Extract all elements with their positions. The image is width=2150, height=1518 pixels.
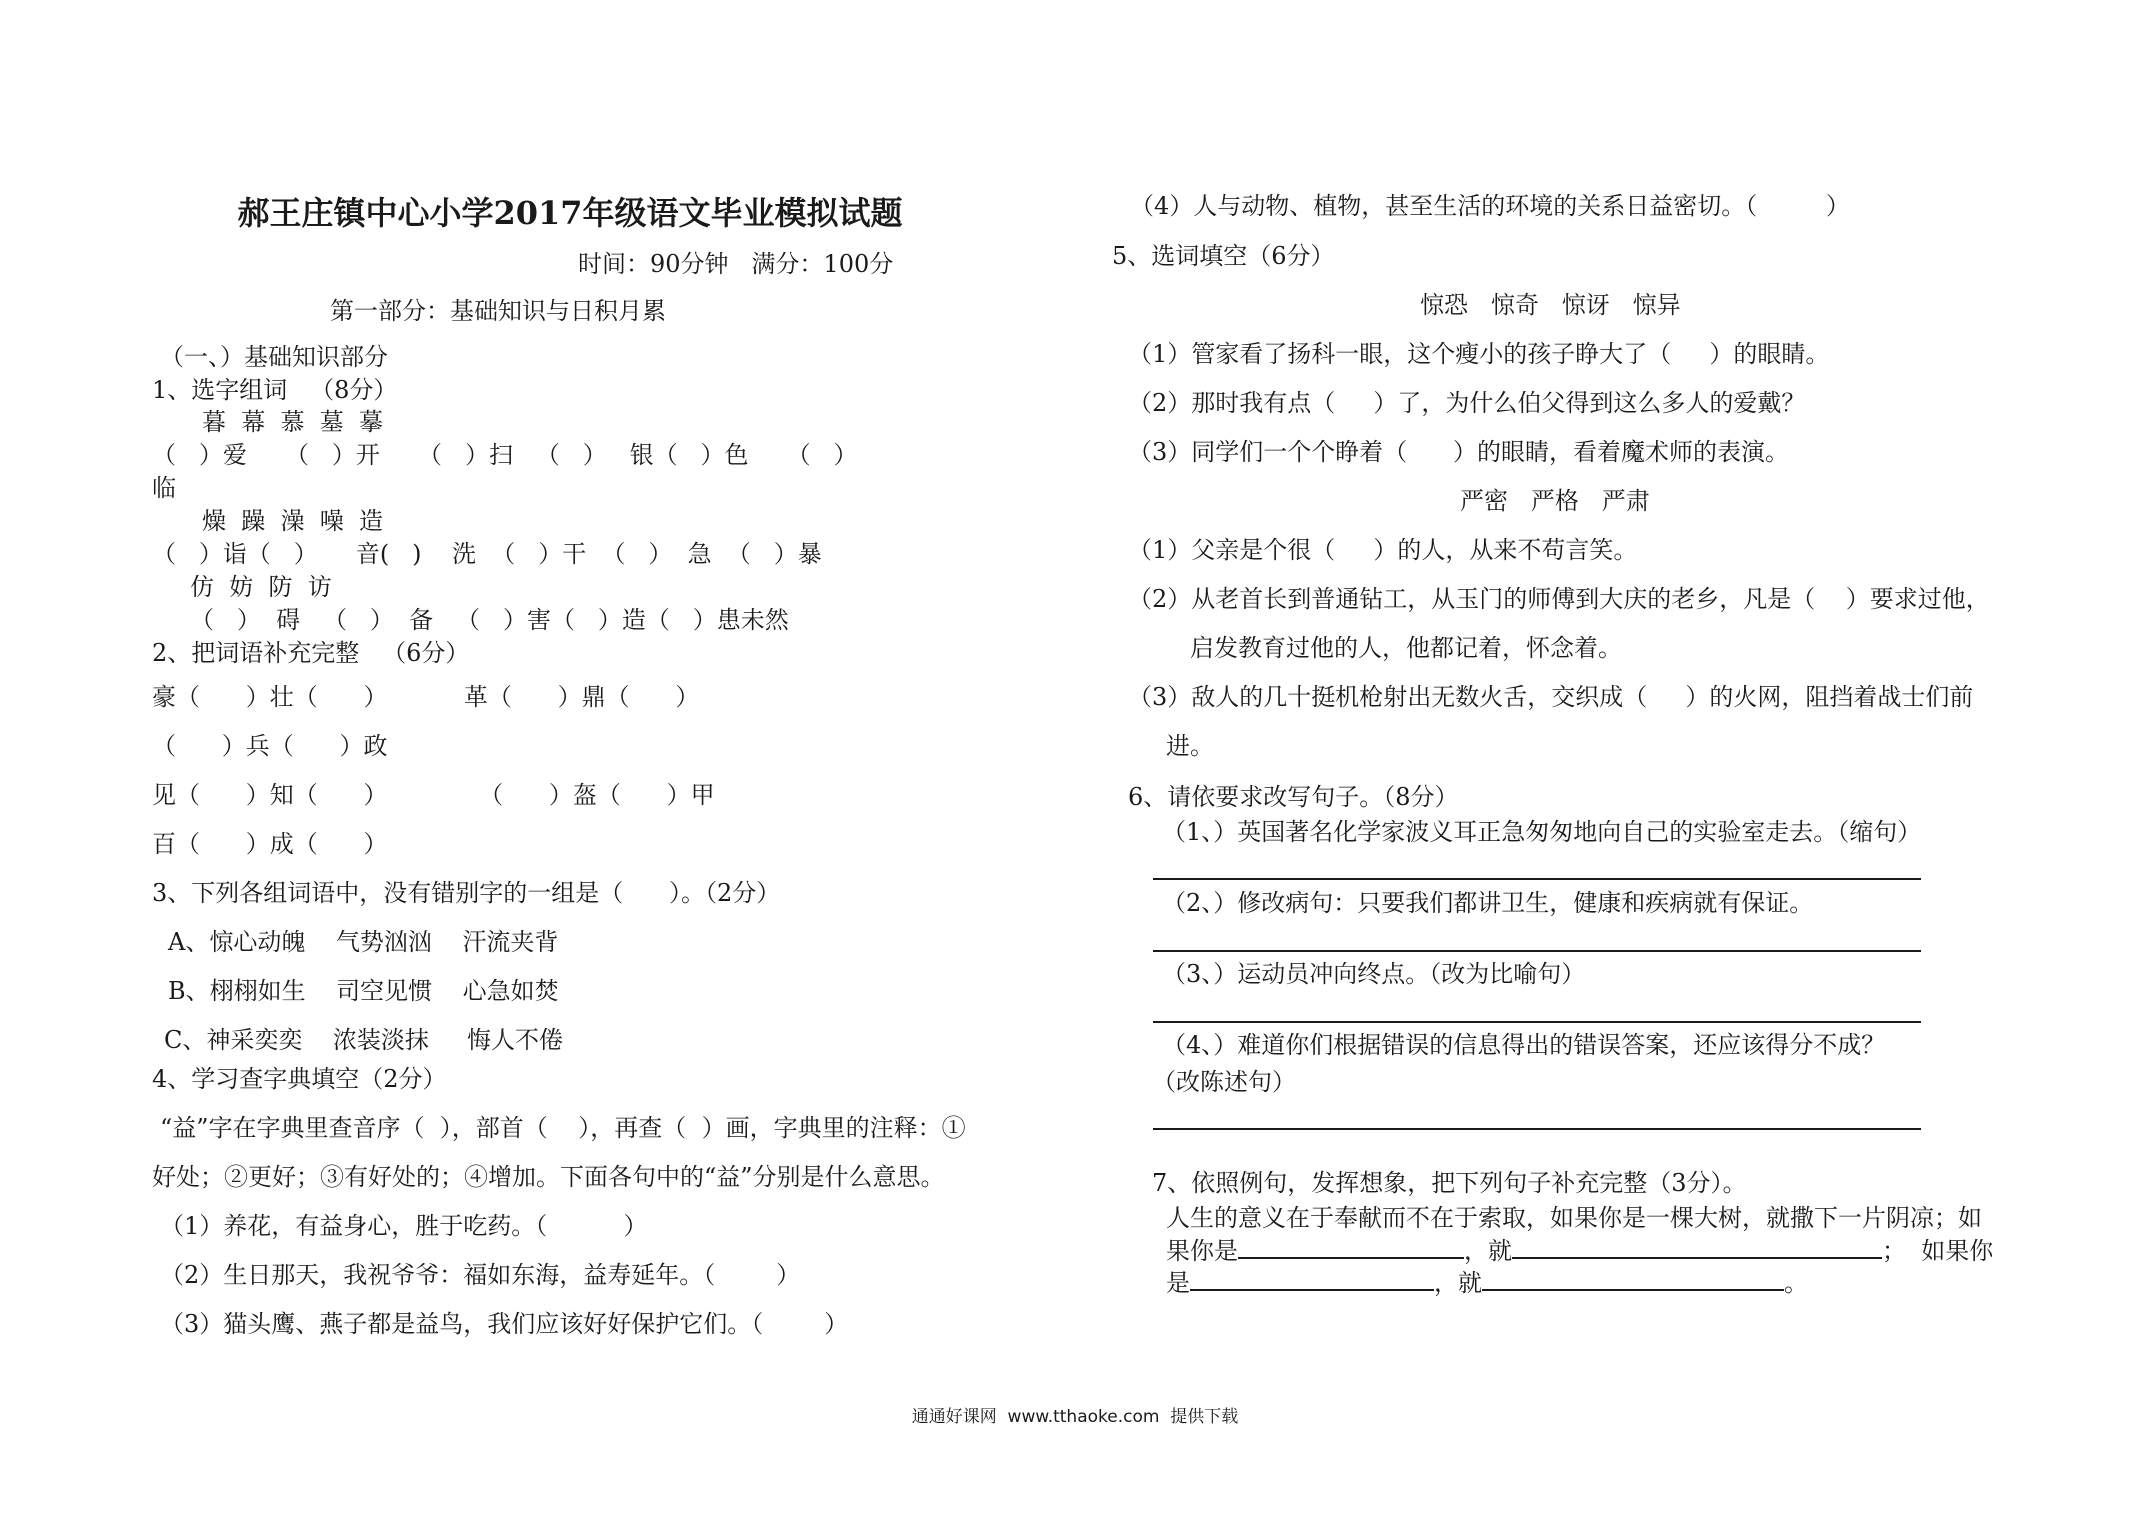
part-one-heading: 第一部分：基础知识与日积月累 xyxy=(330,297,666,325)
q4-line-1: “益”字在字典里查音序（ ），部首（ ），再查（ ）画，字典里的注释：① xyxy=(160,1114,966,1142)
q5-sentence-5: （2）从老首长到普通钻工，从玉门的师傅到大庆的老乡，凡是（ ）要求过他， xyxy=(1128,585,1990,613)
q7-line-2-lead: 果你是 xyxy=(1166,1237,1238,1265)
q7-line-3-lead: 是 xyxy=(1166,1269,1190,1297)
q7-blank-3[interactable] xyxy=(1190,1267,1434,1291)
q4-sentence-3: （3）猫头鹰、燕子都是益鸟，我们应该好好保护它们。（ ） xyxy=(160,1310,849,1338)
q6-heading: 6、请依要求改写句子。（8分） xyxy=(1128,783,1459,811)
q1-row-1: （ ）爱 （ ）开 （ ）扫 （ ） 银（ ）色 （ ） xyxy=(152,441,858,469)
q1-row-1-wrap: 临 xyxy=(152,474,176,502)
q1-chars-2: 燥 躁 澡 噪 造 xyxy=(202,507,384,535)
q5-words-1: 惊恐 惊奇 惊讶 惊异 xyxy=(1420,291,1681,319)
q7-line-3-tail: 。 xyxy=(1784,1269,1808,1297)
q3-option-a: A、惊心动魄 气势汹汹 汗流夹背 xyxy=(168,928,559,956)
q5-sentence-3: （3）同学们一个个睁着（ ）的眼睛，看着魔术师的表演。 xyxy=(1128,438,1790,466)
q6-sentence-3: （3、）运动员冲向终点。（改为比喻句） xyxy=(1162,960,1586,988)
time-info: 时间：90分钟 满分：100分 xyxy=(578,250,894,278)
q5-sentence-1: （1）管家看了扬科一眼，这个瘦小的孩子睁大了（ ）的眼睛。 xyxy=(1128,340,1830,368)
q7-example: 人生的意义在于奉献而不在于索取，如果你是一棵大树，就撒下一片阴凉；如 xyxy=(1166,1204,1982,1232)
q2-row-4: 百（ ）成（ ） xyxy=(152,830,388,858)
q4-sentence-4: （4）人与动物、植物，甚至生活的环境的关系日益密切。（ ） xyxy=(1130,192,1850,220)
q2-heading: 2、把词语补充完整 （6分） xyxy=(152,639,470,667)
q6-answer-line-1[interactable] xyxy=(1153,878,1921,880)
q7-line-3-mid: ，就 xyxy=(1434,1269,1482,1297)
q4-line-2: 好处；②更好；③有好处的；④增加。下面各句中的“益”分别是什么意思。 xyxy=(152,1163,945,1191)
q5-sentence-5-cont: 启发教育过他的人，他都记着，怀念着。 xyxy=(1190,634,1622,662)
q2-row-1: 豪（ ）壮（ ） 革（ ）鼎（ ） xyxy=(152,683,700,711)
q3-option-b: B、栩栩如生 司空见惯 心急如焚 xyxy=(168,977,559,1005)
q4-sentence-1: （1）养花，有益身心，胜于吃药。（ ） xyxy=(160,1212,648,1240)
q5-heading: 5、选词填空（6分） xyxy=(1112,242,1335,270)
q7-blank-1[interactable] xyxy=(1238,1235,1464,1259)
q1-chars-3: 仿 妨 防 访 xyxy=(190,573,332,601)
q7-line-3 xyxy=(1166,1267,1808,1298)
q1-row-3: （ ） 碍 （ ） 备 （ ）害（ ）造（ ）患未然 xyxy=(190,606,789,634)
q6-sentence-2: （2、）修改病句：只要我们都讲卫生，健康和疾病就有保证。 xyxy=(1162,889,1814,917)
q5-words-2: 严密 严格 严肃 xyxy=(1460,487,1650,515)
q4-heading: 4、学习查字典填空（2分） xyxy=(152,1065,447,1093)
q7-blank-4[interactable] xyxy=(1482,1267,1784,1291)
q3-heading: 3、下列各组词语中，没有错别字的一组是（ ）。（2分） xyxy=(152,879,781,907)
q6-answer-line-4[interactable] xyxy=(1153,1128,1921,1130)
q1-row-2: （ ）诣（ ） 音( ) 洗 （ ）干 （ ） 急 （ ）暴 xyxy=(152,540,822,568)
q5-sentence-6-cont: 进。 xyxy=(1166,732,1214,760)
q6-answer-line-2[interactable] xyxy=(1153,950,1921,952)
section-basic-heading: （一、）基础知识部分 xyxy=(160,343,388,371)
q1-heading: 1、选字组词 （8分） xyxy=(152,376,398,404)
exam-title: 郝王庄镇中心小学2017年级语文毕业模拟试题 xyxy=(237,194,903,232)
q4-sentence-2: （2）生日那天，我祝爷爷：福如东海，益寿延年。（ ） xyxy=(160,1261,801,1289)
q5-sentence-2: （2）那时我有点（ ）了，为什么伯父得到这么多人的爱戴？ xyxy=(1128,389,1806,417)
q7-line-2-mid: ，就 xyxy=(1464,1237,1512,1265)
q2-row-3: 见（ ）知（ ） （ ）盔（ ）甲 xyxy=(152,781,715,809)
q5-sentence-6: （3）敌人的几十挺机枪射出无数火舌，交织成（ ）的火网，阻挡着战士们前 xyxy=(1128,683,1974,711)
q7-line-2 xyxy=(1166,1235,1993,1266)
q7-line-2-tail: ； 如果你 xyxy=(1882,1237,1994,1265)
q1-chars-1: 暮 幕 慕 墓 摹 xyxy=(202,408,384,436)
q3-option-c: C、神采奕奕 浓装淡抹 悔人不倦 xyxy=(164,1026,564,1054)
q2-row-2: （ ）兵（ ）政 xyxy=(152,732,388,760)
q6-answer-line-3[interactable] xyxy=(1153,1021,1921,1023)
q6-sentence-1: （1、）英国著名化学家波义耳正急匆匆地向自己的实验室走去。（缩句） xyxy=(1162,818,1922,846)
footer-credit: 通通好课网 www.tthaoke.com 提供下载 xyxy=(911,1407,1239,1427)
q5-sentence-4: （1）父亲是个很（ ）的人，从来不苟言笑。 xyxy=(1128,536,1638,564)
q6-sentence-4-note: （改陈述句） xyxy=(1152,1068,1296,1096)
q7-blank-2[interactable] xyxy=(1512,1235,1882,1259)
q6-sentence-4: （4、）难道你们根据错误的信息得出的错误答案，还应该得分不成？ xyxy=(1162,1031,1886,1059)
q7-heading: 7、依照例句，发挥想象，把下列句子补充完整（3分）。 xyxy=(1152,1169,1747,1197)
